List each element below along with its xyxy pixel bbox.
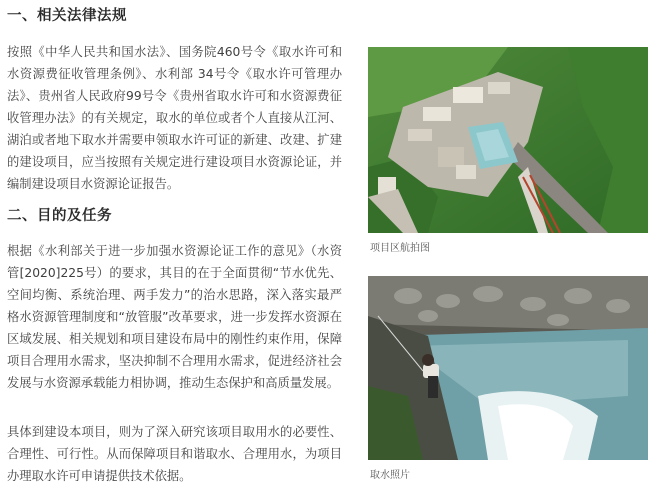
aerial-photo-caption: 项目区航拍图	[370, 243, 430, 254]
project-paragraph: 具体到建设本项目，则为了深入研究该项目取用水的必要性、合理性、可行性。从而保障项目和谐取水、合理用水，为项目办理取水许可申请提供技术依据。	[7, 425, 342, 483]
purpose-paragraph: 根据《水利部关于进一步加强水资源论证工作的意见》（水资管[2020]225号）的要求，其目的在于全面贯彻“节水优先、空间均衡、系统治理、两手发力”的治水思路，深入落实最严格水资源管理制度和“放管服”改革要求，进一步发挥水资源在区域发展、相关规划和项目建设布局中的刚性约束作用，保障项目合理用水需求，坚决抑制不合理用水需求，促进经济社会发展与水资源承载能力相协调，推动生态保护和高质量发展。	[7, 244, 342, 390]
laws-paragraph: 按照《中华人民共和国水法》、国务院460号令《取水许可和水资源费征收管理条例》、水利部 34号令《取水许可管理办法》、贵州省人民政府99号令《贵州省取水许可和水资源费征收管理办法》的有关规定，取水的单位或者个人直接从江河、湖泊或者地下取水并需要申领取水许可证的新建、改建、扩建的建设项目，应当按照有关规定进行建设项目水资源论证，并编制建设项目水资源论证报告。	[7, 45, 342, 191]
section-heading-laws: 一、相关法律法规	[7, 8, 127, 24]
water-intake-photo-caption: 取水照片	[370, 470, 410, 481]
section-heading-purpose: 二、目的及任务	[7, 208, 112, 224]
water-intake-photo	[368, 276, 648, 460]
aerial-photo	[368, 47, 648, 233]
